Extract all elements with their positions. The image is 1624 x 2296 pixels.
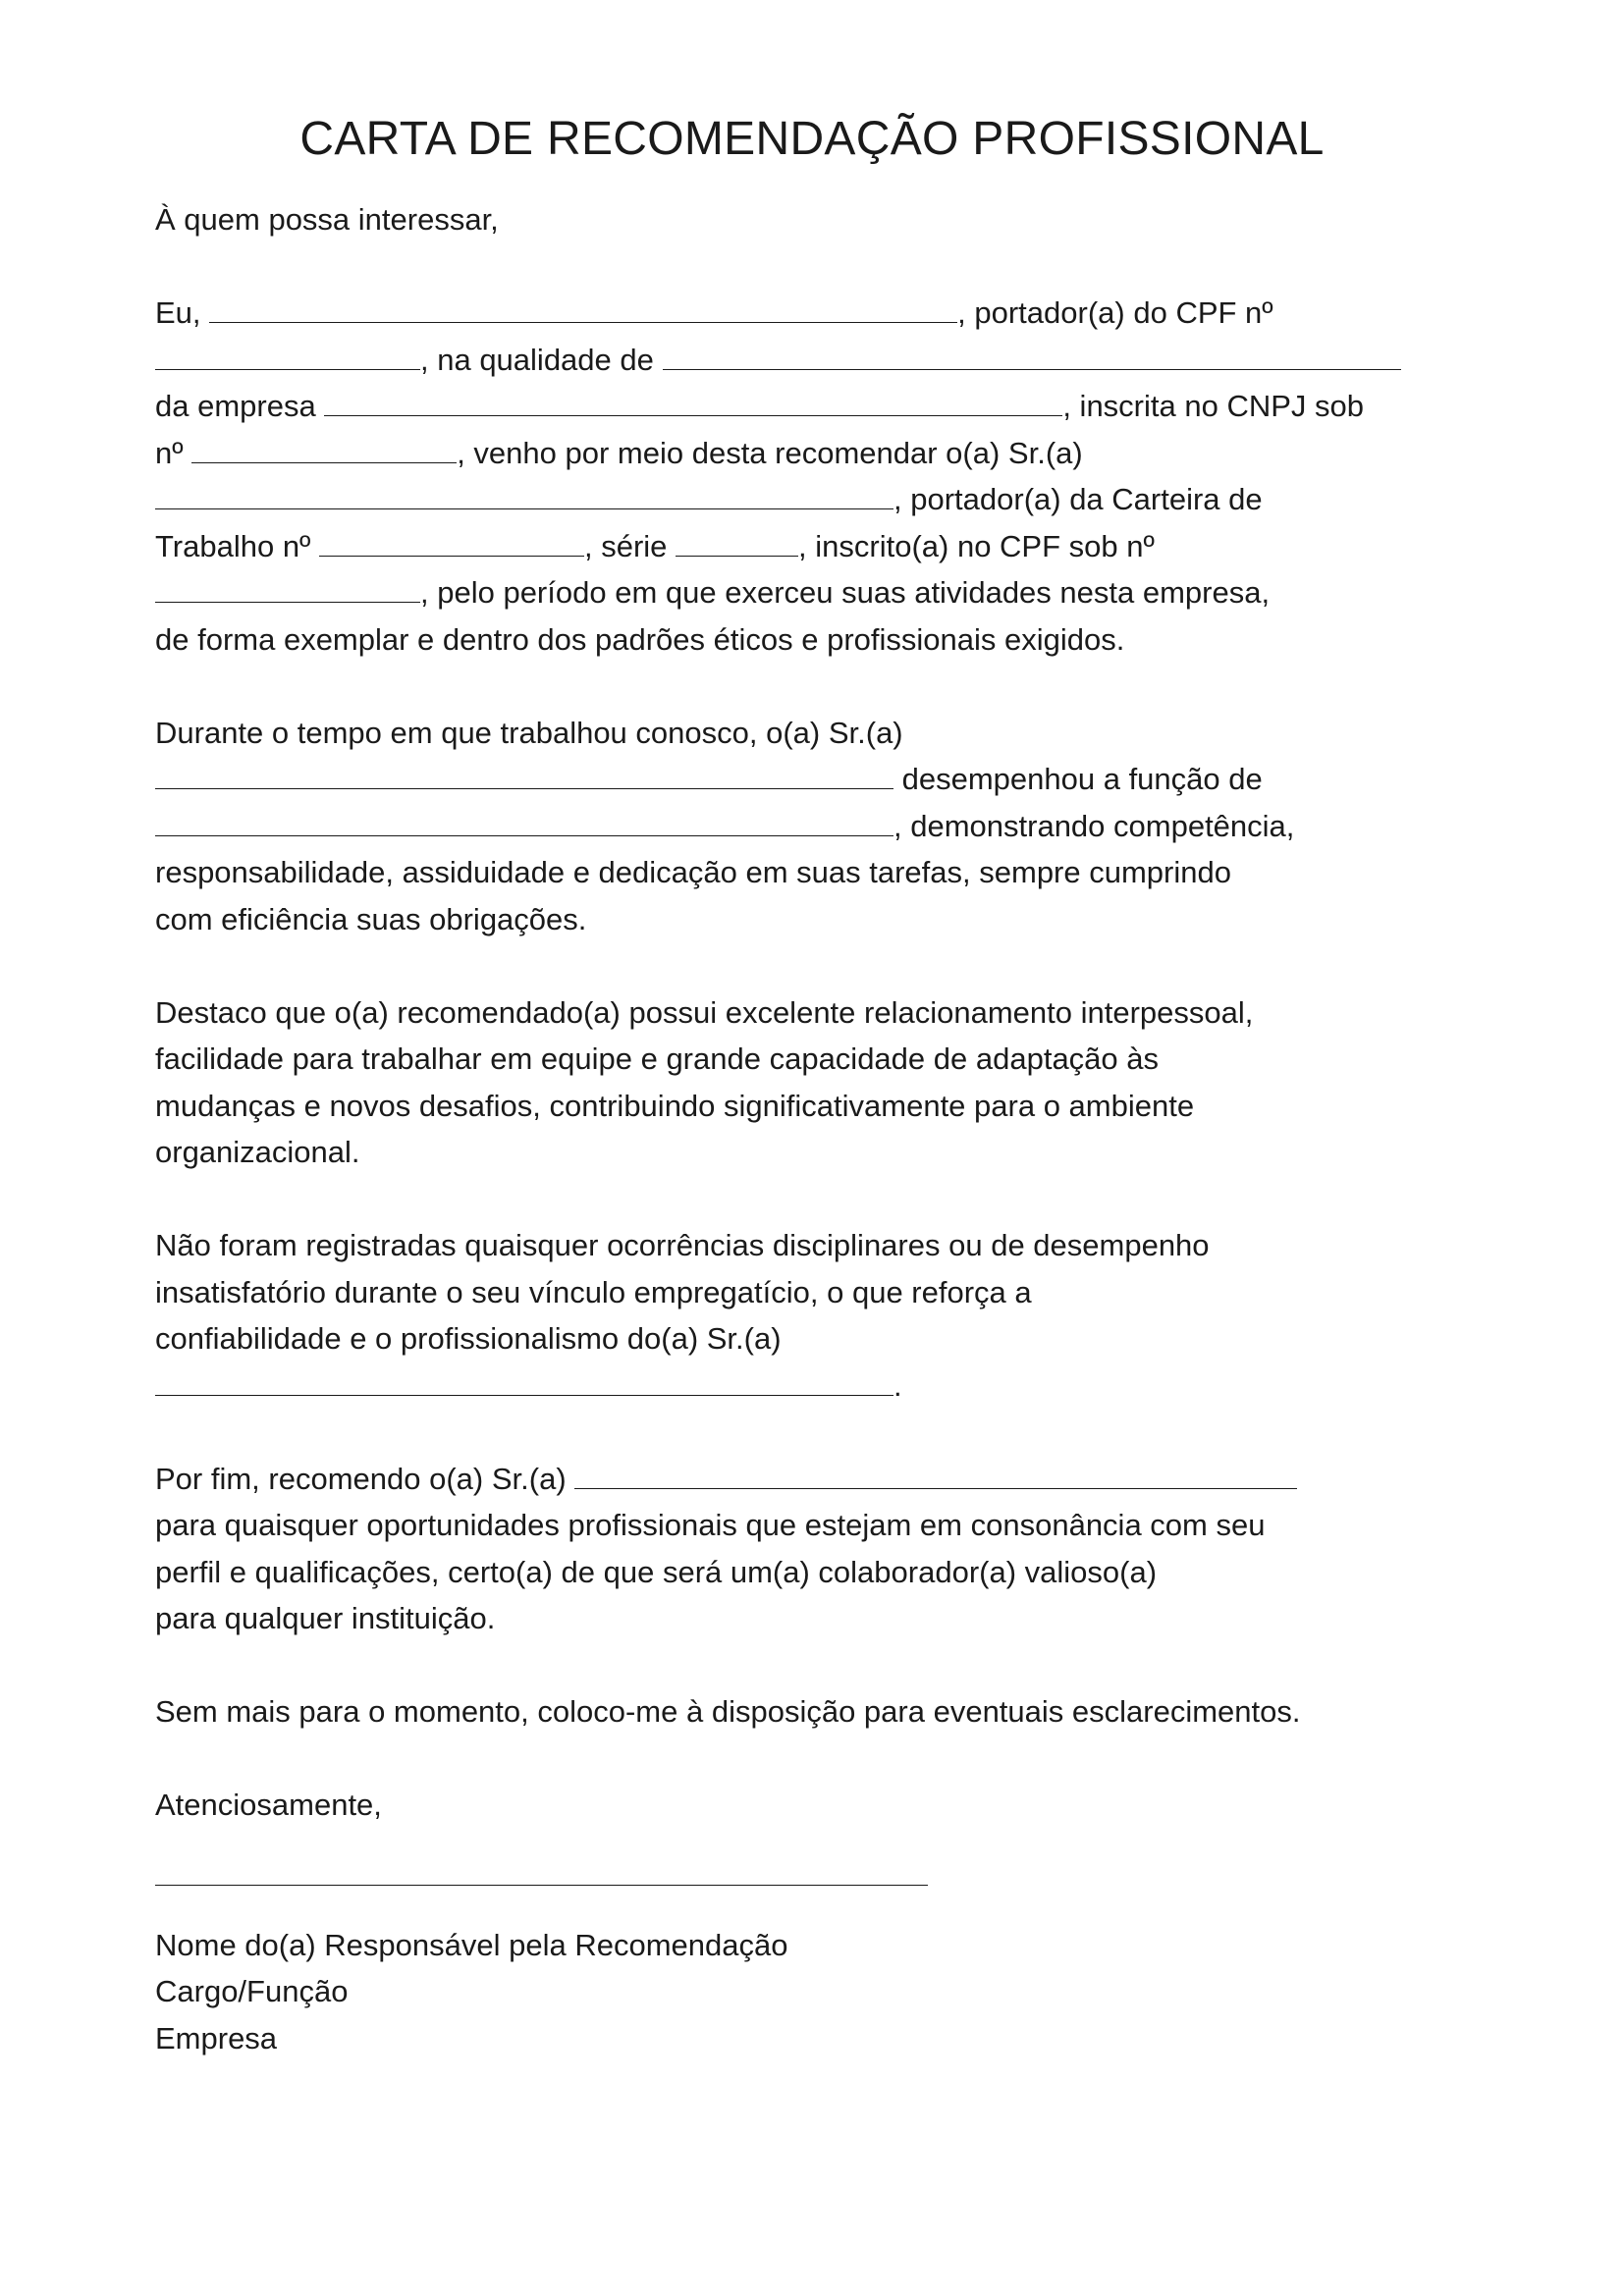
p1-line-8: de forma exemplar e dentro dos padrões éticos e profissionais exigidos. (155, 621, 1125, 657)
p4-line-1: Não foram registradas quaisquer ocorrências disciplinares ou de desempenho (155, 1228, 1210, 1262)
document-title: CARTA DE RECOMENDAÇÃO PROFISSIONAL (299, 113, 1325, 165)
p4-line-3: confiabilidade e o profissionalismo do(a) Sr.(a) (155, 1321, 782, 1356)
greeting: À quem possa interessar, (155, 202, 499, 237)
p1-text: nº (155, 435, 192, 470)
recommended-name-field-4[interactable] (574, 1461, 1297, 1489)
p5-text: Por fim, recomendo o(a) Sr.(a) (155, 1461, 575, 1496)
letter-body (155, 196, 1432, 2061)
signature-role: Cargo/Função (155, 1974, 349, 2008)
p1-line-5 (155, 476, 1432, 523)
signature-company: Empresa (155, 2020, 278, 2056)
p5-line-2: para quaisquer oportunidades profissionais que estejam em consonância com seu (155, 1508, 1266, 1542)
p5-line-3: perfil e qualificações, certo(a) de que será um(a) colaborador(a) valioso(a) (155, 1554, 1158, 1589)
p4-line-2: insatisfatório durante o seu vínculo empregatício, o que reforça a (155, 1274, 1032, 1309)
signature-line (155, 1875, 1432, 1922)
p3-line-1: Destaco que o(a) recomendado(a) possui excelente relacionamento interpessoal, (155, 994, 1254, 1030)
p3-line-2: facilidade para trabalhar em equipe e grande capacidade de adaptação às (155, 1041, 1160, 1076)
recommended-function-field[interactable] (155, 808, 893, 836)
p1-line-7 (155, 569, 1432, 616)
p2-line-4: responsabilidade, assiduidade e dedicação em suas tarefas, sempre cumprindo (155, 855, 1231, 889)
p1-line-6 (155, 523, 1432, 570)
p1-text: , série (584, 528, 677, 563)
recommender-name-field[interactable] (209, 294, 957, 323)
p1-text: , pelo período em que exerceu suas atividades nesta empresa, (420, 575, 1271, 610)
p4-text: . (893, 1367, 902, 1403)
company-cnpj-field[interactable] (191, 435, 457, 463)
recommended-name-field-3[interactable] (155, 1367, 893, 1396)
signature-name: Nome do(a) Responsável pela Recomendação (155, 1927, 788, 1962)
p3-line-3: mudanças e novos desafios, contribuindo significativamente para o ambiente (155, 1088, 1195, 1123)
p1-text: , inscrito(a) no CPF sob nº (798, 528, 1155, 563)
p1-line-2 (155, 337, 1432, 384)
recommender-role-field[interactable] (663, 342, 1401, 370)
p2-line-1: Durante o tempo em que trabalhou conosco, o(a) Sr.(a) (155, 715, 903, 750)
p1-text: , na qualidade de (420, 342, 663, 377)
p1-text: , portador(a) do CPF nº (957, 295, 1273, 330)
p1-text: , portador(a) da Carteira de (893, 482, 1263, 516)
p2-text: , demonstrando competência, (893, 808, 1295, 843)
work-card-series-field[interactable] (676, 528, 798, 557)
p1-text: Trabalho nº (155, 528, 319, 563)
recommended-name-field-2[interactable] (155, 761, 893, 789)
p2-text: desempenhou a função de (893, 762, 1263, 796)
p1-text: , venho por meio desta recomendar o(a) Sr.(a) (457, 435, 1083, 470)
p5-line-1 (155, 1456, 1432, 1503)
p1-line-3 (155, 383, 1432, 430)
sign-off: Atenciosamente, (155, 1788, 382, 1822)
p1-line-1 (155, 290, 1432, 337)
p2-line-3 (155, 803, 1432, 850)
work-card-number-field[interactable] (319, 528, 584, 557)
p5-line-4: para qualquer instituição. (155, 1601, 496, 1635)
closing-sentence: Sem mais para o momento, coloco-me à disposição para eventuais esclarecimentos. (155, 1694, 1301, 1729)
recommended-name-field[interactable] (155, 481, 893, 509)
recommender-cpf-field[interactable] (155, 342, 420, 370)
recommended-cpf-field[interactable] (155, 574, 420, 603)
p2-line-2 (155, 756, 1432, 803)
signature-field[interactable] (155, 1885, 928, 1886)
p3-line-4: organizacional. (155, 1135, 360, 1169)
p1-text: Eu, (155, 295, 210, 330)
p1-line-4 (155, 430, 1432, 477)
p1-text: da empresa (155, 389, 325, 423)
company-name-field[interactable] (324, 388, 1062, 416)
p2-line-5: com eficiência suas obrigações. (155, 901, 587, 936)
p1-text: , inscrita no CNPJ sob (1062, 389, 1364, 423)
p4-line-4 (155, 1362, 1432, 1410)
